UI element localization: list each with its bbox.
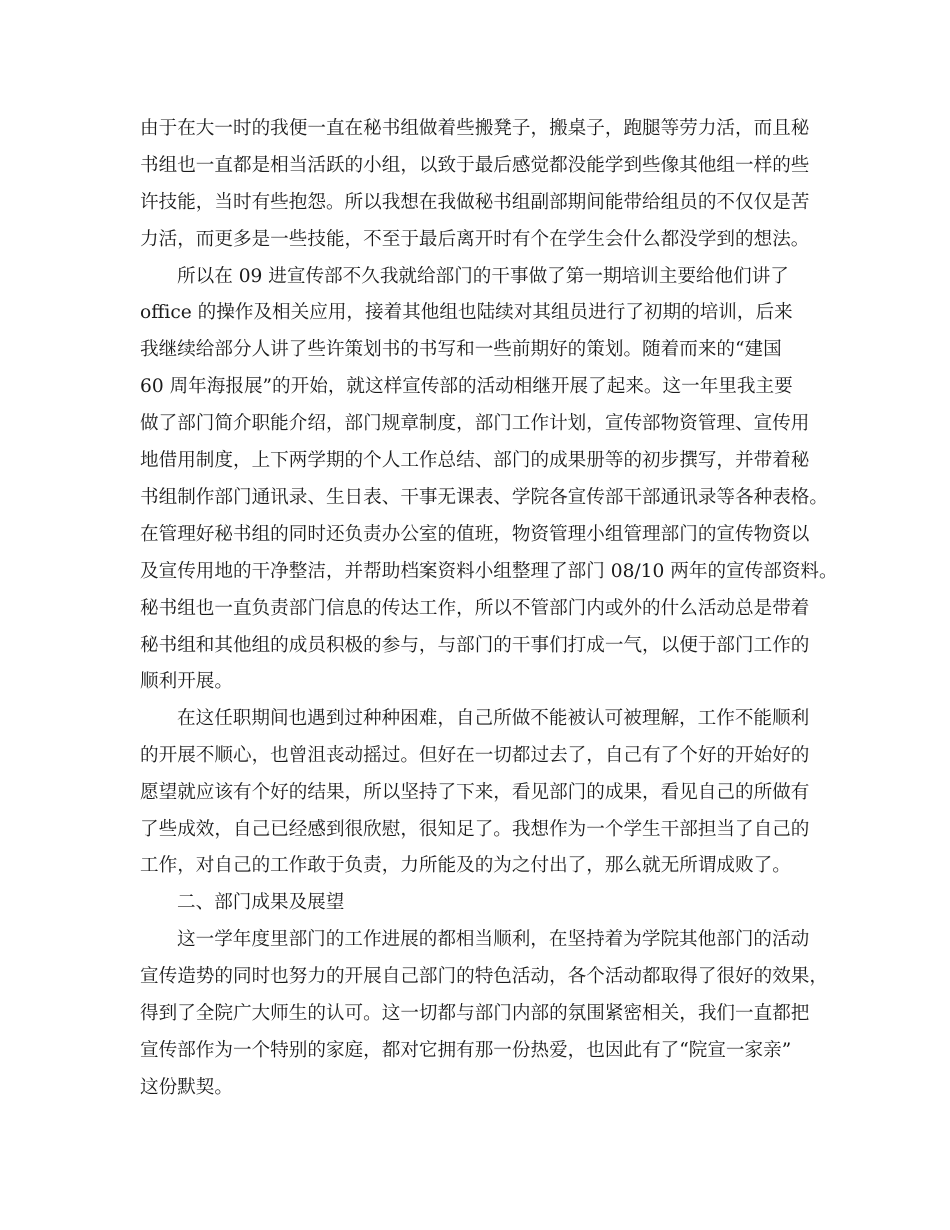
- text-line: 许技能，当时有些抱怨。所以我想在我做秘书组副部期间能带给组员的不仅仅是苦: [140, 192, 810, 213]
- text-line: 秘书组也一直负责部门信息的传达工作，所以不管部门内或外的什么活动总是带着: [140, 598, 810, 619]
- text-line: 愿望就应该有个好的结果，所以坚持了下来，看见部门的成果，看见自己的所做有: [140, 782, 810, 803]
- text-line: 这一学年度里部门的工作进展的都相当顺利，在坚持着为学院其他部门的活动: [177, 929, 810, 950]
- text-line: 所以在 09 进宣传部不久我就给部门的干事做了第一期培训主要给他们讲了: [177, 266, 789, 287]
- text-line: 宣传部作为一个特别的家庭，都对它拥有那一份热爱，也因此有了“院宣一家亲”: [140, 1040, 792, 1061]
- text-line: 工作，对自己的工作敢于负责，力所能及的为之付出了，那么就无所谓成败了。: [140, 855, 791, 876]
- text-line: 及宣传用地的干净整洁，并帮助档案资料小组整理了部门 08/10 两年的宣传部资料。: [140, 561, 838, 582]
- text-line: 这份默契。: [140, 1077, 233, 1098]
- text-line: 书组制作部门通讯录、生日表、干事无课表、学院各宣传部干部通讯录等各种表格。: [140, 487, 828, 508]
- text-line: 的开展不顺心，也曾沮丧动摇过。但好在一切都过去了，自己有了个好的开始好的: [140, 745, 810, 766]
- text-line: 在这任职期间也遇到过种种困难，自己所做不能被认可被理解，工作不能顺利: [177, 708, 810, 729]
- text-line: 地借用制度，上下两学期的个人工作总结、部门的成果册等的初步撰写，并带着秘: [140, 450, 810, 471]
- text-line: 秘书组和其他组的成员积极的参与，与部门的干事们打成一气，以便于部门工作的: [140, 635, 810, 656]
- section-heading: 二、部门成果及展望: [177, 892, 345, 913]
- text-line: 做了部门简介职能介绍，部门规章制度，部门工作计划，宣传部物资管理、宣传用: [140, 413, 810, 434]
- text-line: 60 周年海报展”的开始，就这样宣传部的活动相继开展了起来。这一年里我主要: [140, 376, 793, 397]
- text-line: 宣传造势的同时也努力的开展自己部门的特色活动，各个活动都取得了很好的效果，: [140, 966, 828, 987]
- text-line: 在管理好秘书组的同时还负责办公室的值班，物资管理小组管理部门的宣传物资以: [140, 524, 810, 545]
- text-line: 由于在大一时的我便一直在秘书组做着些搬凳子，搬桌子，跑腿等劳力活，而且秘: [140, 118, 810, 139]
- text-line: 顺利开展。: [140, 671, 233, 692]
- text-line: 得到了全院广大师生的认可。这一切都与部门内部的氛围紧密相关，我们一直都把: [140, 1003, 810, 1024]
- text-line: office 的操作及相关应用，接着其他组也陆续对其组员进行了初期的培训，后来: [140, 302, 793, 323]
- text-line: 我继续给部分人讲了些许策划书的书写和一些前期好的策划。随着而来的“建国: [140, 339, 782, 360]
- text-line: 了些成效，自己已经感到很欣慰，很知足了。我想作为一个学生干部担当了自己的: [140, 819, 810, 840]
- text-line: 书组也一直都是相当活跃的小组，以致于最后感觉都没能学到些像其他组一样的些: [140, 155, 810, 176]
- text-line: 力活，而更多是一些技能，不至于最后离开时有个在学生会什么都没学到的想法。: [140, 229, 810, 250]
